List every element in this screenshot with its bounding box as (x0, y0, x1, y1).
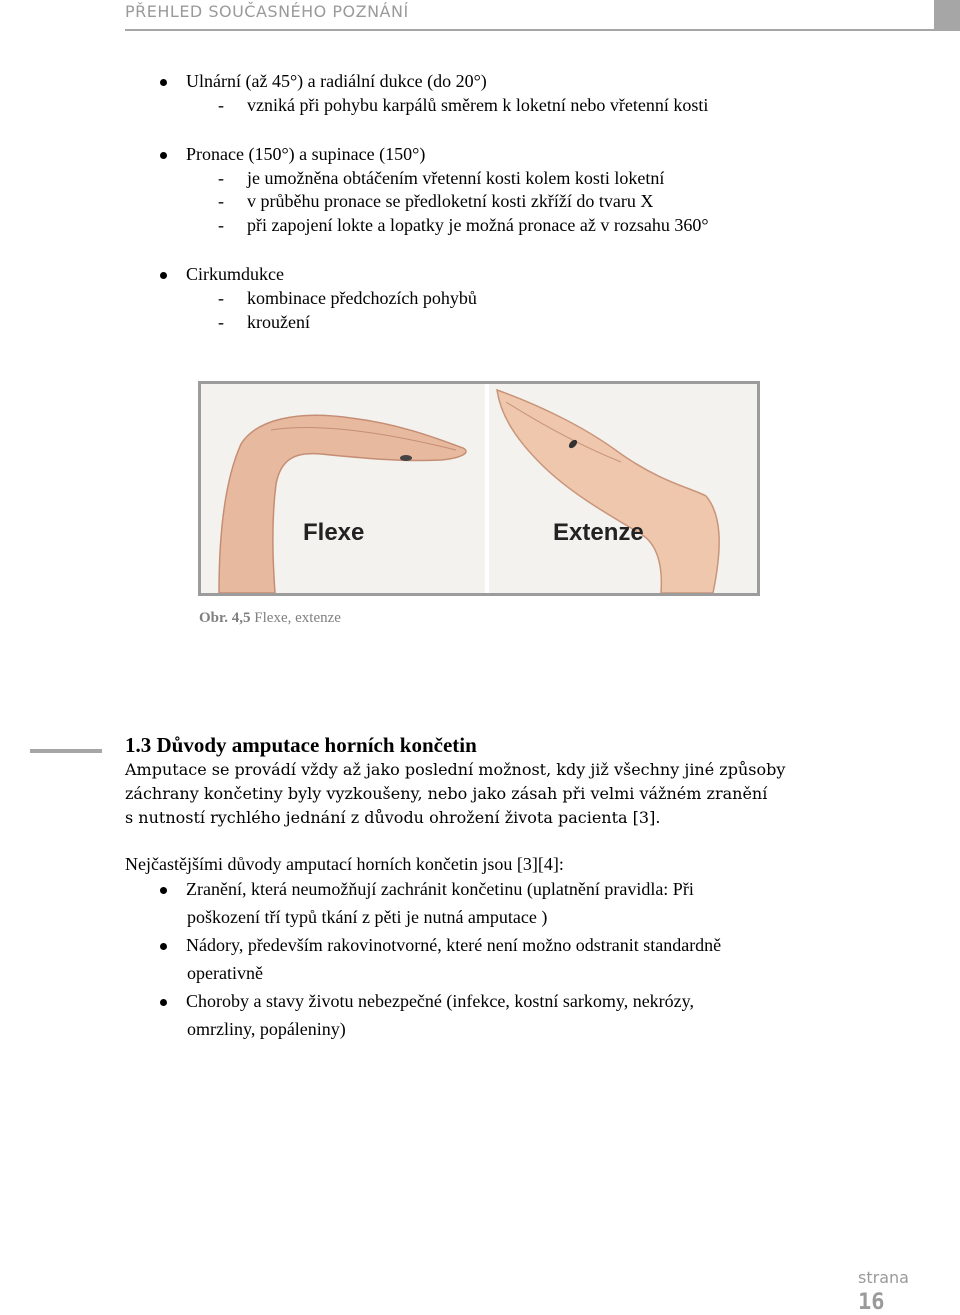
list-item: Ulnární (až 45°) a radiální dukce (do 20°) (186, 71, 487, 91)
list-item: Nádory, především rakovinotvorné, které není možno odstranit standardně (186, 935, 722, 955)
list-subitem: vzniká při pohybu karpálů směrem k loketní nebo vřetenní kosti (247, 95, 709, 115)
bullet-icon (160, 79, 167, 86)
dash-icon: - (218, 168, 224, 188)
figure-caption (199, 607, 341, 629)
list-item: Pronace (150°) a supinace (150°) (186, 144, 426, 164)
list-subitem: v průběhu pronace se předloketní kosti zkříží do tvaru X (247, 191, 654, 211)
page-number: 16 (858, 1290, 885, 1315)
bullet-icon (160, 272, 167, 279)
margin-rule (30, 749, 102, 753)
section-heading: 1.3 Důvody amputace horních končetin (125, 733, 477, 757)
list-item: Choroby a stavy životu nebezpečné (infekce, kostní sarkomy, nekrózy, (186, 991, 694, 1011)
list-item-continuation: omrzliny, popáleniny) (187, 1019, 346, 1039)
bullet-icon (160, 887, 167, 894)
list-item-continuation: operativně (187, 963, 263, 983)
paragraph-intro: Nejčastějšími důvody amputací horních končetin jsou [3][4]: (125, 854, 564, 874)
header-rule (125, 29, 960, 31)
list-item-continuation: poškození tří typů tkání z pěti je nutná amputace ) (187, 907, 548, 927)
list-item: Cirkumdukce (186, 264, 284, 284)
flexion-label: Flexe (303, 519, 365, 546)
running-header: PŘEHLED SOUČASNÉHO POZNÁNÍ (125, 2, 409, 21)
paragraph-line: s nutností rychlého jednání z důvodu ohrožení života pacienta [3]. (125, 808, 661, 827)
list-subitem: kroužení (247, 312, 310, 332)
dash-icon: - (218, 288, 224, 308)
dash-icon: - (218, 312, 224, 332)
caption-text: Flexe, extenze (254, 610, 341, 626)
paragraph-line: Amputace se provádí vždy až jako poslední možnost, kdy již všechny jiné způsoby (125, 760, 786, 779)
bullet-icon (160, 943, 167, 950)
list-subitem: kombinace předchozích pohybů (247, 288, 477, 308)
header-corner-block (934, 0, 960, 29)
flexion-extension-figure (198, 381, 760, 596)
list-subitem: je umožněna obtáčením vřetenní kosti kolem kosti loketní (247, 168, 665, 188)
list-subitem: při zapojení lokte a lopatky je možná pronace až v rozsahu 360° (247, 215, 709, 235)
hand-photo-illustration (201, 384, 757, 593)
list-item: Zranění, která neumožňují zachránit končetinu (uplatnění pravidla: Při (186, 879, 694, 899)
extension-label: Extenze (553, 519, 644, 546)
paragraph-line: záchrany končetiny byly vyzkoušeny, nebo jako zásah při velmi vážném zranění (125, 784, 768, 803)
page-label: strana (858, 1268, 909, 1287)
caption-number: Obr. 4,5 (199, 610, 251, 626)
dash-icon: - (218, 191, 224, 211)
bullet-icon (160, 152, 167, 159)
dash-icon: - (218, 215, 224, 235)
bullet-icon (160, 999, 167, 1006)
dash-icon: - (218, 95, 224, 115)
